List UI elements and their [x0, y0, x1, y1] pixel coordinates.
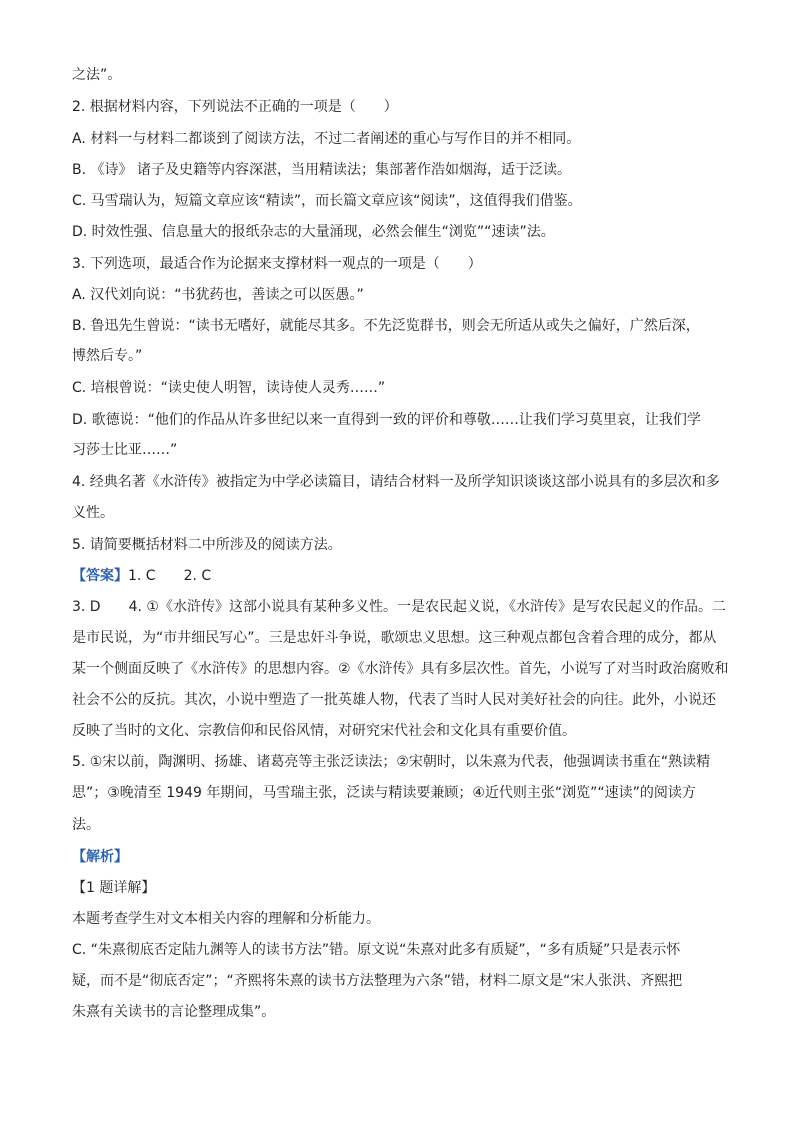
question-5: 5. 请简要概括材料二中所涉及的阅读方法。: [72, 537, 342, 553]
analysis-heading: [72, 847, 128, 867]
answer-label: 【答案】: [72, 568, 128, 584]
option-d: D. 时效性强、信息量大的报纸杂志的大量涌现，必然会催生“浏览”“速读”法。: [72, 224, 555, 240]
option-a: A. 汉代刘向说：“书犹药也，善读之可以医愚。”: [72, 287, 364, 303]
answer-first-line: 1. C 2. C: [128, 568, 212, 584]
analysis-subheading: 【1 题详解】: [72, 880, 156, 896]
answer-line: 是市民说，为“市井细民写心”。三是忠奸斗争说，歌颂忠义思想。这三种观点都包含着合理的成分，都从: [72, 630, 717, 646]
text-line: 之法”。: [72, 67, 122, 83]
answer-line: 思”；③晚清至 1949 年期间，马雪瑞主张，泛读与精读要兼顾；④近代则主张“浏览”“速读”的阅读方: [72, 785, 696, 801]
option-b-cont: 博然后专。”: [72, 348, 143, 364]
analysis-line: 朱熹有关读书的言论整理成集”。: [72, 1004, 276, 1020]
option-a: A. 材料一与材料二都谈到了阅读方法，不过二者阐述的重心与写作目的并不相同。: [72, 131, 581, 147]
analysis-line: 本题考查学生对文本相关内容的理解和分析能力。: [72, 911, 380, 927]
option-d-cont: 习莎士比亚……”: [72, 442, 178, 458]
analysis-line: C. “朱熹彻底否定陆九渊等人的读书方法”错。原文说“朱熹对此多有质疑”，“多有质疑”只是表示怀: [72, 942, 681, 958]
answer-line: 法。: [72, 817, 100, 833]
analysis-label: 【解析】: [72, 849, 128, 865]
answer-line: 社会不公的反抗。其次，小说中塑造了一批英雄人物，代表了当时人民对美好社会的向往。此外，小说还: [72, 692, 716, 708]
question-3: 3. 下列选项，最适合作为论据来支撑材料一观点的一项是（ ）: [72, 256, 482, 272]
answer-line: 3. D 4. ①《水浒传》这部小说具有某种多义性。一是农民起义说，《水浒传》是写农民起义的作品。二: [72, 599, 726, 615]
answer-line: 5. ①宋以前，陶渊明、扬雄、诸葛亮等主张泛读法；②宋朝时，以朱熹为代表，他强调读书重在“熟读精: [72, 754, 711, 770]
answer-line: 某一个侧面反映了《水浒传》的思想内容。②《水浒传》具有多层次性。首先，小说写了对当时政治腐败和: [72, 661, 729, 677]
answer-heading: [72, 566, 211, 586]
question-2: 2. 根据材料内容，下列说法不正确的一项是（ ）: [72, 99, 398, 115]
option-b: B. 《诗》 诸子及史籍等内容深湛，当用精读法；集部著作浩如烟海，适于泛读。: [72, 162, 571, 178]
question-4-cont: 义性。: [72, 505, 114, 521]
answer-line: 反映了当时的文化、宗教信仰和民俗风情，对研究宋代社会和文化具有重要价值。: [72, 723, 576, 739]
analysis-line: 疑，而不是“彻底否定”；“齐熙将朱熹的读书方法整理为六条”错，材料二原文是“宋人张洪、齐熙把: [72, 973, 683, 989]
option-c: C. 培根曾说：“读史使人明智，读诗使人灵秀……”: [72, 380, 386, 396]
question-4: 4. 经典名著《水浒传》被指定为中学必读篇目，请结合材料一及所学知识谈谈这部小说具有的多层次和多: [72, 474, 720, 490]
option-d: D. 歌德说：“他们的作品从许多世纪以来一直得到一致的评价和尊敬……让我们学习莫里哀，让我们学: [72, 412, 701, 428]
option-b: B. 鲁迅先生曾说：“读书无嗜好，就能尽其多。不先泛览群书，则会无所适从或失之偏好，广然后深，: [72, 318, 700, 334]
option-c: C. 马雪瑞认为，短篇文章应该“精读”，而长篇文章应该“阅读”，这值得我们借鉴。: [72, 193, 582, 209]
